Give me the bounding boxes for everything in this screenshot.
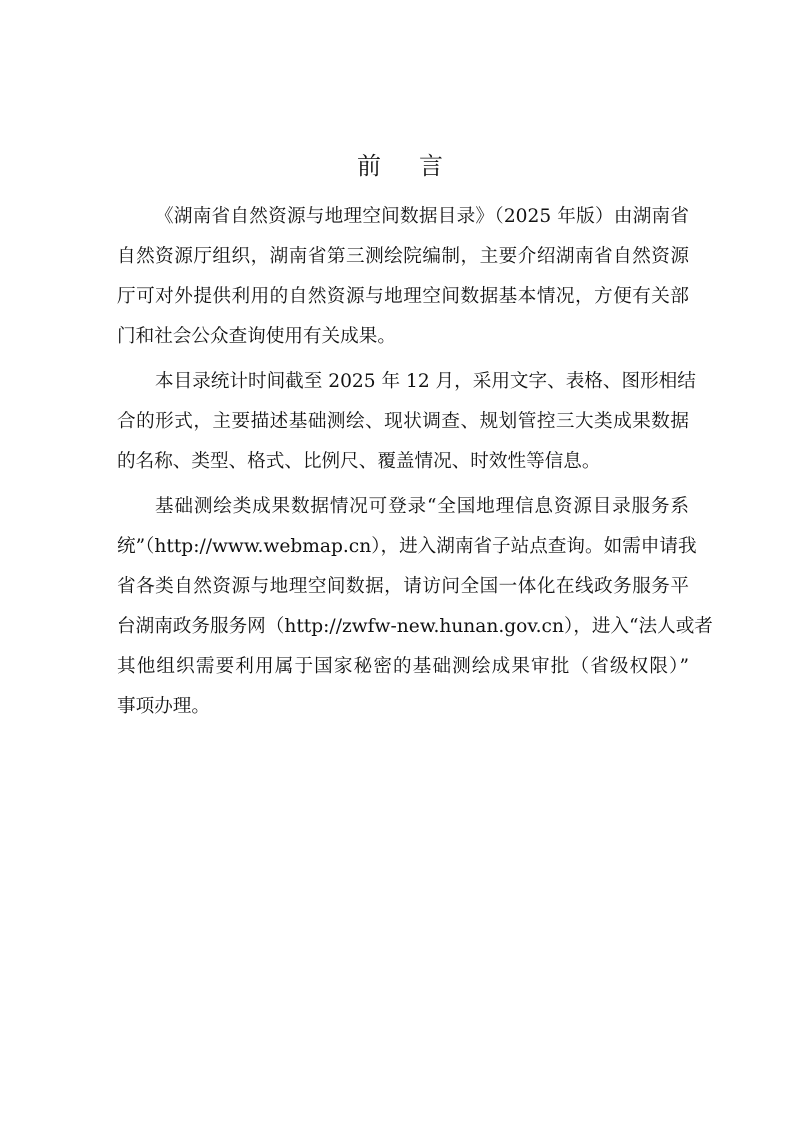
paragraph-line: 事项办理。 <box>117 696 210 717</box>
paragraph-line: 门和社会公众查询使用有关成果。 <box>117 326 396 347</box>
paragraph-3 <box>117 491 713 731</box>
paragraph-line-with-webmap-link: 统”（http://www.webmap.cn），进入湖南省子站点查询。如需申请我 <box>117 536 697 557</box>
paragraph-2 <box>117 366 696 486</box>
paragraph-line: 的名称、类型、格式、比例尺、覆盖情况、时效性等信息。 <box>117 451 601 472</box>
paragraph-line-with-zwfw-link: 台湖南政务服务网（http://zwfw-new.hunan.gov.cn），进入“法人或者 <box>117 616 713 637</box>
paragraph-line: 其他组织需要利用属于国家秘密的基础测绘成果审批（省级权限）” <box>117 656 689 677</box>
title-char-2: 言 <box>419 152 443 180</box>
paragraph-line: 本目录统计时间截至 2025 年 12 月，采用文字、表格、图形相结 <box>155 371 696 392</box>
paragraph-1 <box>117 201 689 361</box>
paragraph-line: 基础测绘类成果数据情况可登录“全国地理信息资源目录服务系 <box>155 496 689 517</box>
paragraph-line: 省各类自然资源与地理空间数据，请访问全国一体化在线政务服务平 <box>117 576 689 597</box>
paragraph-line: 厅可对外提供利用的自然资源与地理空间数据基本情况，方便有关部 <box>117 286 689 307</box>
page-title <box>0 150 800 182</box>
title-char-1: 前 <box>357 152 381 180</box>
paragraph-line: 《湖南省自然资源与地理空间数据目录》（2025 年版）由湖南省 <box>155 206 689 227</box>
paragraph-line: 合的形式，主要描述基础测绘、现状调查、规划管控三大类成果数据 <box>117 411 689 432</box>
paragraph-line: 自然资源厅组织，湖南省第三测绘院编制，主要介绍湖南省自然资源 <box>117 246 689 267</box>
preface-body <box>117 201 713 731</box>
